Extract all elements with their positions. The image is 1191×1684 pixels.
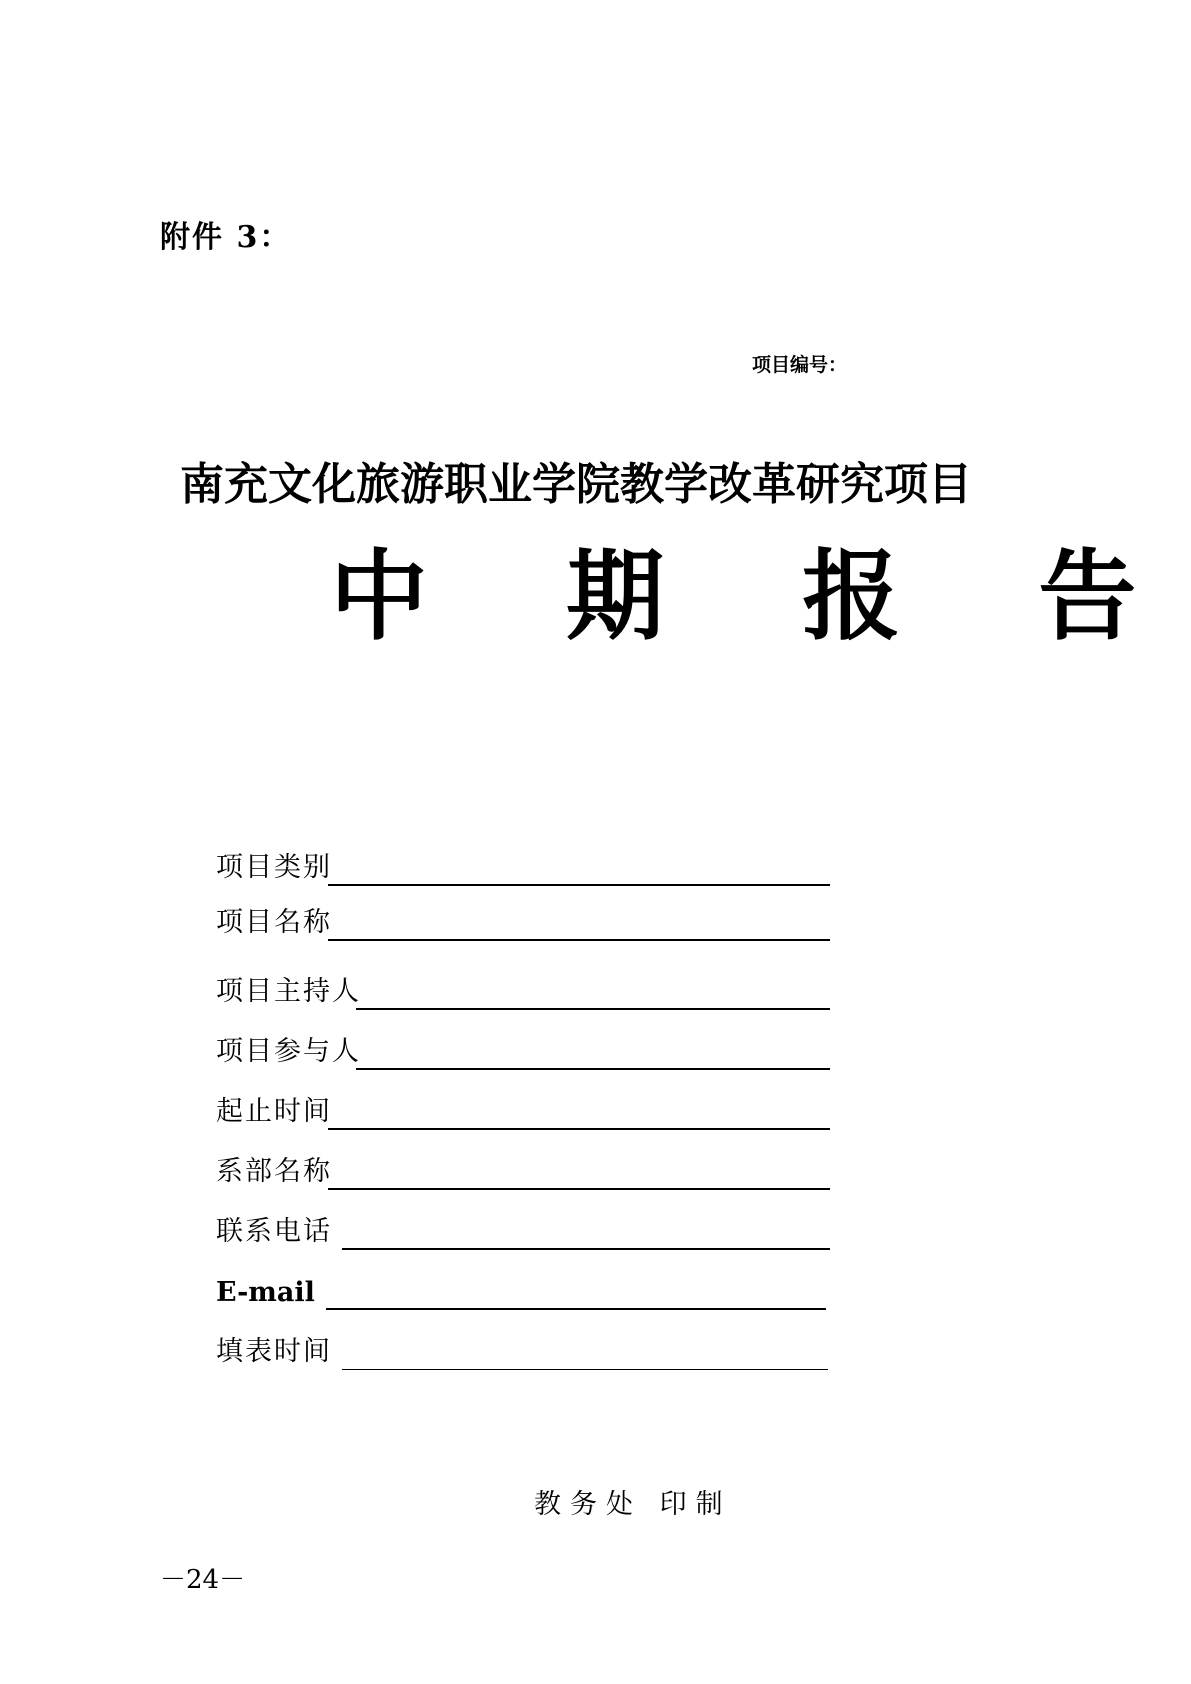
field-label: E-mail	[216, 1277, 315, 1308]
field-duration	[216, 1090, 836, 1130]
field-blank-line[interactable]	[326, 1308, 826, 1310]
field-fill-date	[216, 1330, 836, 1370]
field-blank-line[interactable]	[356, 1068, 830, 1070]
field-label: 项目名称	[216, 907, 332, 938]
field-label: 项目类别	[216, 852, 332, 883]
field-label: 填表时间	[216, 1336, 332, 1367]
page-number: －24－	[160, 1565, 246, 1595]
field-blank-line[interactable]	[328, 884, 830, 886]
field-email	[216, 1270, 836, 1310]
field-label: 起止时间	[216, 1096, 332, 1127]
field-label: 项目主持人	[216, 976, 361, 1007]
field-project-category	[216, 846, 836, 886]
field-blank-line[interactable]	[328, 939, 830, 941]
institution-title: 南充文化旅游职业学院教学改革研究项目	[180, 459, 972, 510]
issuer-text: 教务处 印制	[534, 1489, 732, 1520]
report-title: 中 期 报 告	[330, 539, 1189, 654]
field-blank-line[interactable]	[342, 1369, 828, 1370]
field-label: 项目参与人	[216, 1036, 361, 1067]
field-project-participants	[216, 1030, 836, 1070]
field-blank-line[interactable]	[356, 1008, 830, 1010]
field-project-name	[216, 901, 836, 941]
field-blank-line[interactable]	[328, 1128, 830, 1130]
field-department-name	[216, 1150, 836, 1190]
field-label: 系部名称	[216, 1156, 332, 1187]
field-project-leader	[216, 970, 836, 1010]
field-phone	[216, 1210, 836, 1250]
field-label: 联系电话	[216, 1216, 332, 1247]
field-blank-line[interactable]	[342, 1248, 830, 1250]
project-number-label: 项目编号：	[752, 354, 848, 376]
attachment-label: 附件 3：	[160, 220, 292, 255]
field-blank-line[interactable]	[328, 1188, 830, 1190]
